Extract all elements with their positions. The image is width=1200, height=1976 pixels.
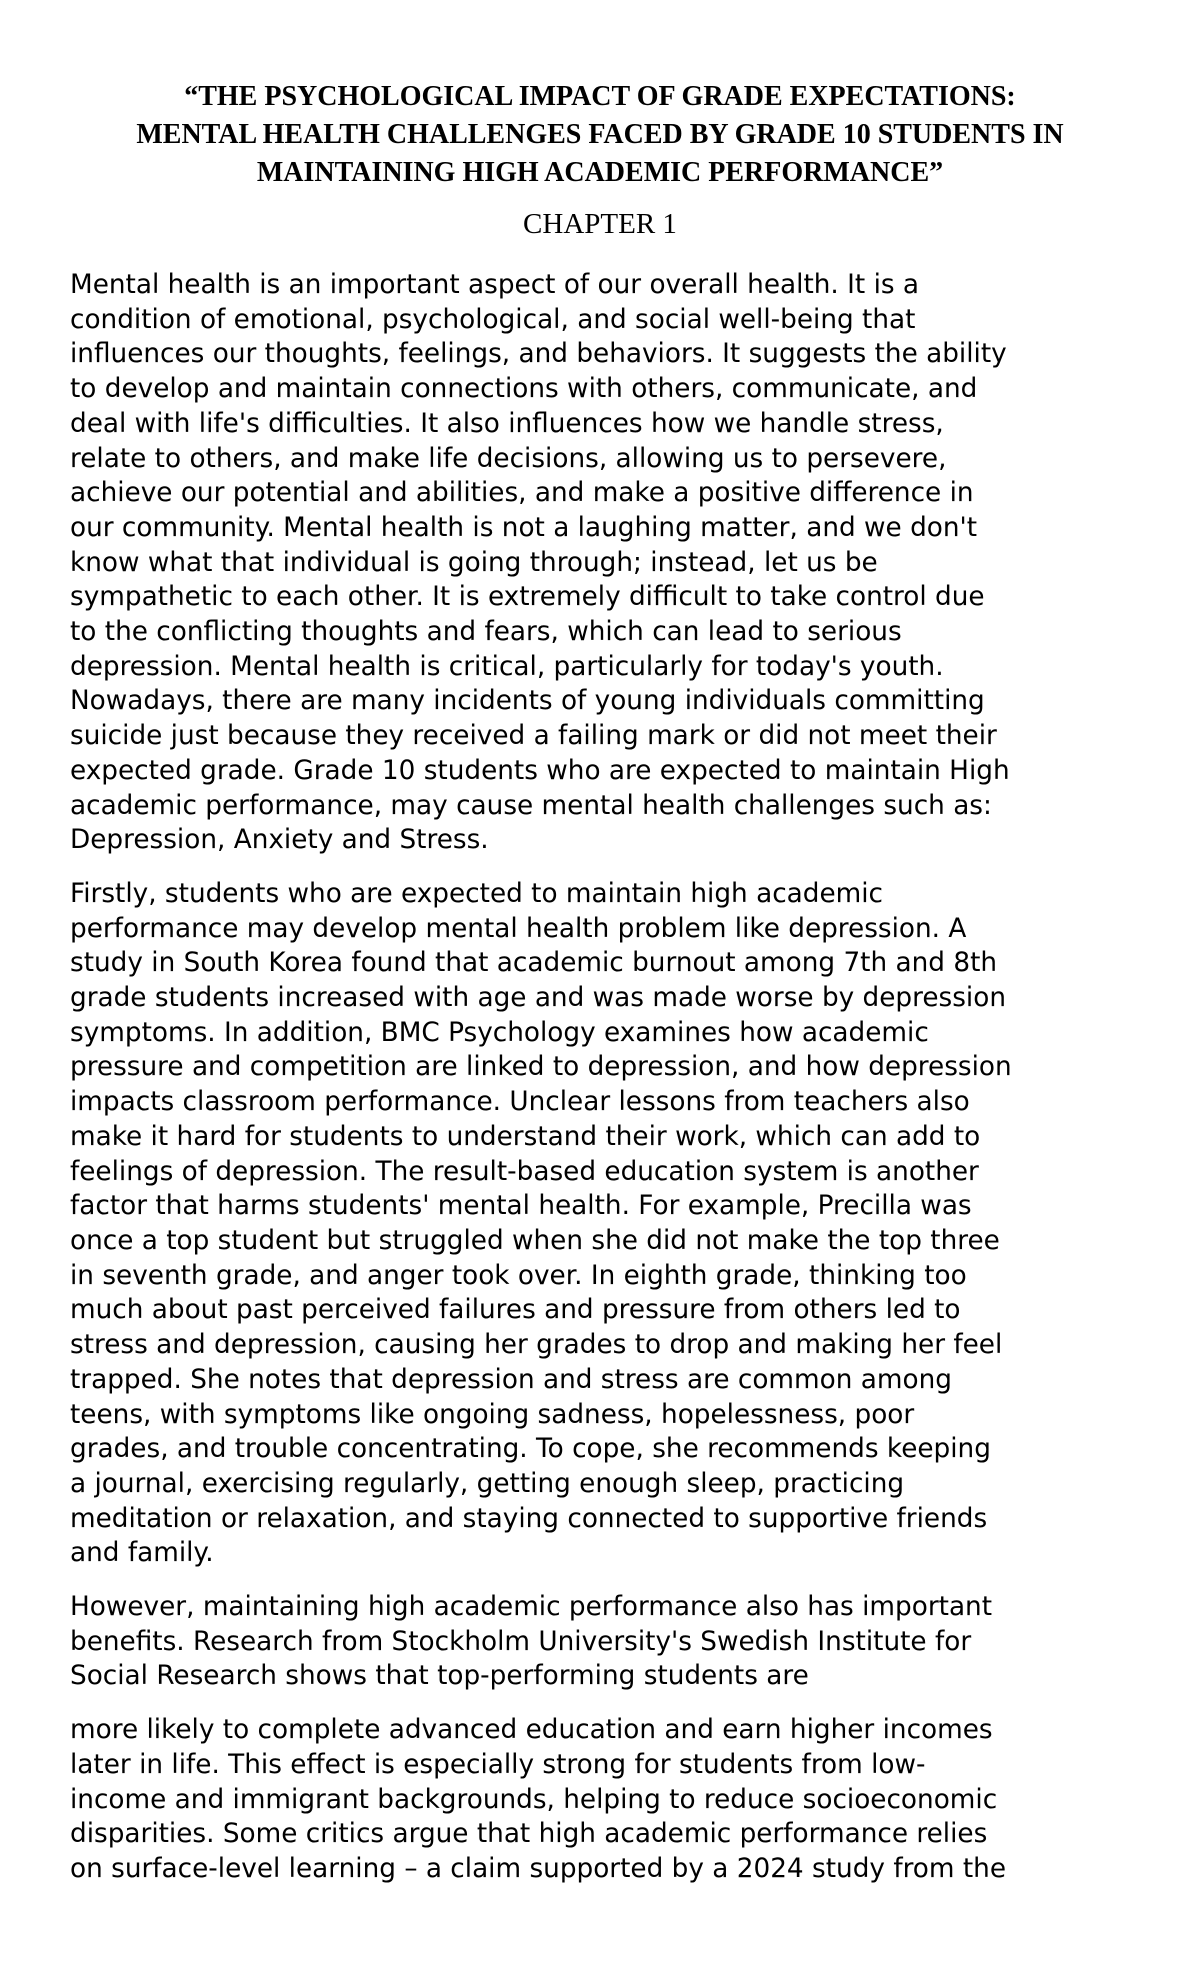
body-text bbox=[70, 268, 1130, 1887]
paragraph-line: make it hard for students to understand their work, which can add to bbox=[70, 1121, 981, 1152]
paragraph-line: income and immigrant backgrounds, helping to reduce socioeconomic bbox=[70, 1784, 998, 1815]
paragraph-line: condition of emotional, psychological, and social well-being that bbox=[70, 304, 916, 335]
paragraph-line: to the conflicting thoughts and fears, which can lead to serious bbox=[70, 617, 902, 648]
paragraph-line: more likely to complete advanced education and earn higher incomes bbox=[70, 1715, 993, 1746]
paragraph-line: disparities. Some critics argue that high academic performance relies bbox=[70, 1819, 988, 1850]
paragraph-line: meditation or relaxation, and staying connected to supportive friends bbox=[70, 1503, 988, 1534]
paragraph-line: stress and depression, causing her grades to drop and making her feel bbox=[70, 1330, 1003, 1361]
paragraph-line: grade students increased with age and was made worse by depression bbox=[70, 983, 1006, 1014]
paragraph-line: a journal, exercising regularly, getting enough sleep, practicing bbox=[70, 1468, 905, 1499]
body-paragraph bbox=[70, 877, 1130, 1571]
title-line: “THE PSYCHOLOGICAL IMPACT OF GRADE EXPECTATIONS: bbox=[184, 81, 1016, 112]
paragraph-line: suicide just because they received a failing mark or did not meet their bbox=[70, 721, 997, 752]
paragraph-line: However, maintaining high academic performance also has important bbox=[70, 1592, 993, 1623]
paragraph-line: benefits. Research from Stockholm University's Swedish Institute for bbox=[70, 1626, 972, 1657]
paragraph-line: sympathetic to each other. It is extremely difficult to take control due bbox=[70, 582, 985, 613]
paragraph-line: Social Research shows that top-performing students are bbox=[70, 1661, 809, 1692]
paragraph-line: performance may develop mental health problem like depression. A bbox=[70, 913, 967, 944]
paragraph-line: on surface-level learning – a claim supported by a 2024 study from the bbox=[70, 1853, 1007, 1884]
paragraph-line: influences our thoughts, feelings, and behaviors. It suggests the ability bbox=[70, 339, 1007, 370]
paragraph-line: achieve our potential and abilities, and make a positive difference in bbox=[70, 478, 974, 509]
body-paragraph bbox=[70, 268, 1130, 858]
paragraph-line: and family. bbox=[70, 1538, 214, 1569]
paragraph-line: our community. Mental health is not a laughing matter, and we don't bbox=[70, 512, 978, 543]
paragraph-line: deal with life's difficulties. It also influences how we handle stress, bbox=[70, 408, 944, 439]
paragraph-line: in seventh grade, and anger took over. In eighth grade, thinking too bbox=[70, 1260, 967, 1291]
paragraph-line: Mental health is an important aspect of our overall health. It is a bbox=[70, 270, 920, 300]
paragraph-line: know what that individual is going through; instead, let us be bbox=[70, 547, 878, 578]
document-title bbox=[70, 78, 1130, 192]
paragraph-line: Depression, Anxiety and Stress. bbox=[70, 825, 489, 856]
title-line: MENTAL HEALTH CHALLENGES FACED BY GRADE 10 STUDENTS IN bbox=[136, 119, 1064, 150]
paragraph-line: academic performance, may cause mental health challenges such as: bbox=[70, 790, 992, 821]
paragraph-line: impacts classroom performance. Unclear lessons from teachers also bbox=[70, 1087, 970, 1118]
chapter-heading: CHAPTER 1 bbox=[523, 208, 677, 240]
paragraph-line: Nowadays, there are many incidents of young individuals committing bbox=[70, 686, 985, 717]
paragraph-line: much about past perceived failures and pressure from others led to bbox=[70, 1295, 961, 1326]
paragraph-line: grades, and trouble concentrating. To cope, she recommends keeping bbox=[70, 1434, 991, 1465]
paragraph-line: study in South Korea found that academic burnout among 7th and 8th bbox=[70, 948, 998, 979]
paragraph-line: symptoms. In addition, BMC Psychology examines how academic bbox=[70, 1017, 929, 1048]
body-paragraph bbox=[70, 1713, 1130, 1887]
paragraph-line: expected grade. Grade 10 students who are expected to maintain High bbox=[70, 755, 1010, 786]
paragraph-line: teens, with symptoms like ongoing sadness, hopelessness, poor bbox=[70, 1399, 915, 1430]
title-line: MAINTAINING HIGH ACADEMIC PERFORMANCE” bbox=[256, 157, 944, 188]
paragraph-line: later in life. This effect is especially strong for students from low- bbox=[70, 1749, 926, 1780]
body-paragraph bbox=[70, 1590, 1130, 1694]
paragraph-line: depression. Mental health is critical, particularly for today's youth. bbox=[70, 651, 944, 682]
paragraph-line: trapped. She notes that depression and stress are common among bbox=[70, 1364, 952, 1395]
paragraph-line: to develop and maintain connections with others, communicate, and bbox=[70, 374, 978, 405]
paragraph-line: Firstly, students who are expected to maintain high academic bbox=[70, 878, 884, 909]
paragraph-line: pressure and competition are linked to depression, and how depression bbox=[70, 1052, 1012, 1083]
paragraph-line: once a top student but struggled when she did not make the top three bbox=[70, 1225, 1000, 1256]
paragraph-line: factor that harms students' mental health. For example, Precilla was bbox=[70, 1191, 972, 1222]
paragraph-line: feelings of depression. The result-based education system is another bbox=[70, 1156, 979, 1187]
paragraph-line: relate to others, and make life decisions, allowing us to persevere, bbox=[70, 443, 947, 474]
